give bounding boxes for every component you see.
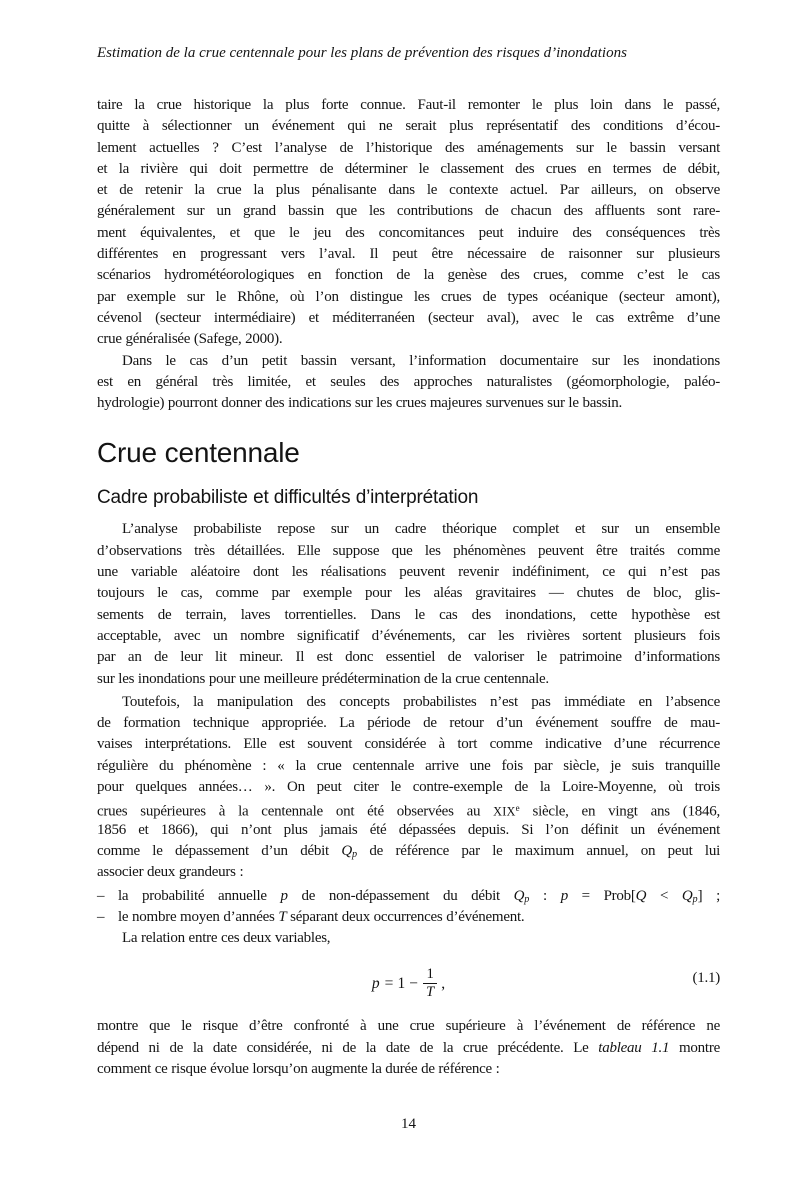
text-line: par an de leur lit mineur. Il est donc essentiel de valoriser le patrimoine d’informations: [97, 649, 720, 666]
text-line: et la rivière qui doit permettre de déterminer le classement des crues en termes de débit,: [97, 160, 720, 177]
text-line: cévenol (secteur intermédiaire) et méditerranéen (secteur aval), avec le cas extrême d’une: [97, 309, 720, 326]
text-line: comme le dépassement d’un débit Qp de référence par le maximum annuel, on peut lui: [97, 842, 720, 861]
text-line: taire la crue historique la plus forte connue. Faut-il remonter le plus loin dans le passé,: [97, 97, 720, 113]
paragraph-continuation: [97, 95, 720, 351]
text-line: une variable aléatoire dont les réalisations peuvent revenir indéfiniment, ce qui n’est pas: [97, 564, 720, 581]
text-line: 1856 et 1866), qui n’ont plus jamais été dépassées depuis. Si l’on définit un événement: [97, 821, 720, 838]
text-line: généralement sur un grand bassin que les contributions de chacun des affluents sont rare-: [97, 203, 720, 220]
text-line: comment ce risque évolue lorsqu’on augmente la durée de référence :: [97, 1060, 500, 1077]
table-reference: tableau 1.1: [598, 1039, 670, 1056]
list-item: – le nombre moyen d’années T séparant deux occurrences d’événement.: [97, 907, 720, 928]
definition-list: [97, 886, 720, 929]
text-line: L’analyse probabiliste repose sur un cadre théorique complet et sur un ensemble: [122, 521, 720, 538]
math-variable: Q: [341, 842, 352, 859]
text-line: sements de terrain, laves torrentielles. Dans le cas des inondations, cette hypothèse est: [97, 606, 720, 623]
text-line: de formation technique appropriée. La période de retour d’un événement souffre de mau-: [97, 715, 720, 732]
text-line: lement actuelles ? C’est l’analyse de l’historique des aménagements sur le bassin versant: [97, 139, 720, 156]
text-line: associer deux grandeurs :: [97, 864, 244, 881]
math-variable: Q: [635, 887, 647, 904]
math-variable: T: [278, 908, 287, 925]
text-line: acceptable, avec un nombre significatif d’événements, car les rivières sortent plusieurs fois: [97, 627, 720, 644]
text-line: montre que le risque d’être confronté à une crue supérieure à l’événement de référence ne: [97, 1018, 720, 1035]
text-line: et de retenir la crue la plus pénalisante dans le contexte actuel. Par ailleurs, on observe: [97, 182, 720, 199]
text-line: ment équivalentes, et que le jeu des concomitances peut induire des conséquences très: [97, 224, 720, 241]
text-line: dépend ni de la date considérée, ni de la date de la crue précédente. Le tableau 1.1 montre: [97, 1039, 720, 1056]
math-variable: p: [560, 887, 568, 904]
text-line: régulière du phénomène : « la crue centennale arrive une fois par siècle, je suis tranquille: [97, 757, 720, 774]
equation-body: p = 1 − $\frac{1}{T}$ ,: [371, 966, 446, 1000]
text-line: hydrologie) pourront donner des indications sur les crues majeures survenues sur le bassin.: [97, 395, 622, 412]
math-variable: Q: [513, 887, 525, 904]
text-line: vaises interprétations. Elle est souvent considérée à tort comme indicative d’une récurrence: [97, 736, 720, 753]
text-line: Toutefois, la manipulation des concepts probabilistes n’est pas immédiate en l’absence: [122, 693, 720, 710]
text-line: toujours le cas, comme par exemple pour les aléas gravitaires — chutes de bloc, glis-: [97, 585, 720, 602]
paragraph-conclusion: [97, 1016, 720, 1080]
math-variable: p: [280, 887, 288, 904]
superscript: e: [515, 803, 520, 814]
section-heading: Crue centennale: [97, 437, 300, 469]
math-subscript: p: [524, 893, 530, 905]
text-line: scénarios hydrométéorologiques en fonction de la genèse des crues, comme c’est le cas: [97, 267, 720, 284]
math-variable: Q: [681, 887, 693, 904]
text-line: sur les inondations pour une meilleure prédétermination de la crue centennale.: [97, 670, 549, 687]
text-line: est en général très limitée, et seules des approches naturalistes (géomorphologie, paléo-: [97, 373, 720, 390]
list-item: – la probabilité annuelle p de non-dépassement du débit Qp : p = Prob[Q < Qp] ;: [97, 886, 720, 907]
fraction: $\frac{1}{T}$: [423, 966, 437, 1000]
text-line: d’observations très détaillées. Elle suppose que les phénomènes peuvent être traités comme: [97, 542, 720, 559]
equation: [97, 960, 720, 1006]
running-head: Estimation de la crue centennale pour les plans de prévention des risques d’inondations: [97, 45, 627, 61]
text-line: par exemple sur le Rhône, où l’on distingue les crues de types océanique (secteur amont),: [97, 288, 720, 305]
list-dash: –: [97, 887, 105, 904]
roman-numeral: XIX: [493, 804, 516, 819]
text-line: Dans le cas d’un petit bassin versant, l’information documentaire sur les inondations: [122, 352, 720, 369]
paragraph-petit-bassin: [97, 351, 720, 415]
equation-intro-line: La relation entre ces deux variables,: [122, 930, 331, 947]
text-line: pour quelques années… ». On peut citer le contre-exemple de la Loire-Moyenne, où trois: [97, 779, 720, 796]
list-dash: –: [97, 908, 105, 925]
math-subscript: p: [692, 893, 698, 905]
math-variable: p: [371, 975, 380, 993]
equation-number: (1.1): [692, 970, 720, 987]
math-subscript: p: [351, 849, 358, 861]
text-line: quitte à sélectionner un événement qui ne serait plus représentatif des conditions d’écou-: [97, 118, 720, 135]
text-line: différentes en progressant vers l’aval. Il peut être nécessaire de raisonner sur plusieurs: [97, 246, 720, 263]
text-line: crue généralisée (Safege, 2000).: [97, 331, 283, 348]
subsection-heading: Cadre probabiliste et difficultés d’interprétation: [97, 487, 479, 509]
paragraph-periode-de-retour: [97, 692, 720, 884]
paragraph-analyse-probabiliste: [97, 519, 720, 689]
text-line: crues supérieures à la centennale ont été observées au XIXe siècle, en vingt ans (1846,: [97, 803, 720, 820]
page-number: 14: [401, 1116, 416, 1132]
